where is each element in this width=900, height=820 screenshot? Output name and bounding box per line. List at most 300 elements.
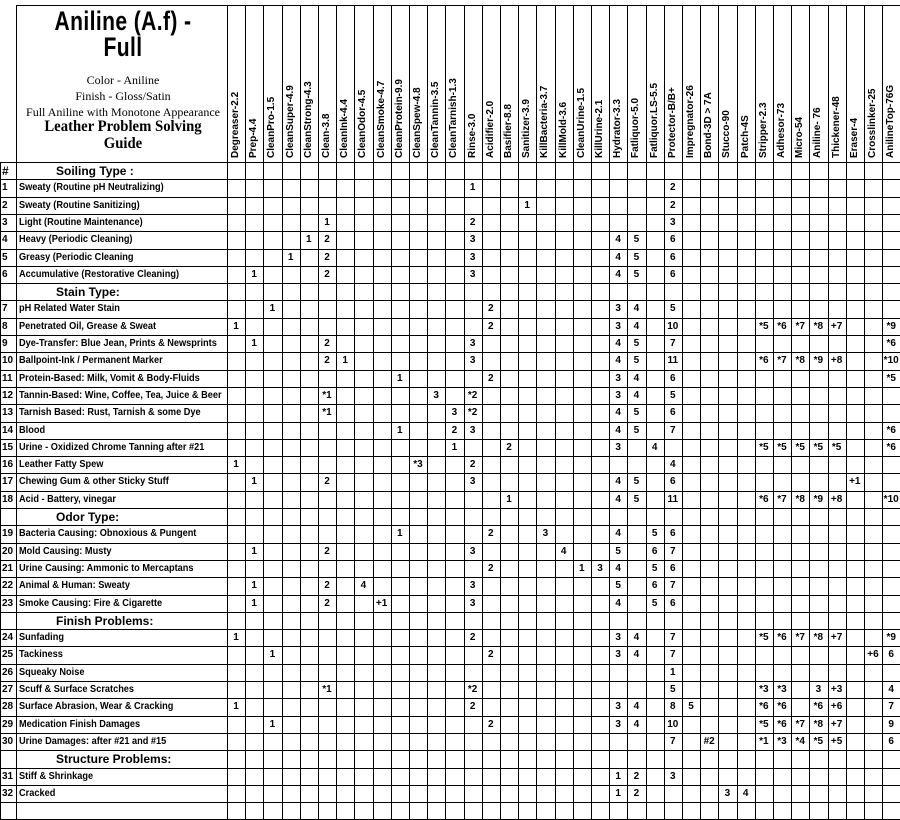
cell-value: +1 [849, 476, 861, 488]
row-divider [0, 231, 900, 232]
cell-value: 4 [560, 545, 567, 557]
cell-value: 2 [324, 234, 330, 246]
row-label: Tarnish Based: Rust, Tarnish & some Dye [19, 407, 201, 419]
cell-value: +7 [830, 632, 843, 644]
row-label: Animal & Human: Sweaty [19, 580, 130, 592]
row-number: 4 [2, 234, 8, 246]
cell-value: 2 [469, 459, 476, 471]
cell-value: *9 [813, 355, 824, 367]
cell-value: 4 [633, 701, 640, 713]
cell-value: *10 [883, 493, 899, 505]
row-divider [0, 404, 900, 405]
row-label: Medication Finish Damages [19, 718, 141, 730]
cell-value: 3 [615, 320, 621, 332]
cell-value: 10 [667, 718, 679, 730]
column-header-killbacteria-3-7: KillBacteria-3.7 [539, 85, 551, 158]
cell-value: *5 [886, 372, 896, 384]
cell-value: 1 [233, 320, 239, 332]
row-label: Sunfading [19, 632, 64, 644]
column-header-clean-3-8: Clean-3.8 [321, 113, 332, 158]
cell-value: 2 [451, 424, 458, 436]
cell-value: *8 [813, 320, 824, 332]
cell-value: +8 [830, 493, 843, 505]
cell-value: *5 [777, 441, 787, 453]
row-divider [0, 214, 900, 215]
cell-value: 6 [670, 476, 676, 488]
cell-value: 4 [615, 476, 621, 488]
row-divider [0, 802, 900, 803]
appearance-label: Full Aniline with Monotone Appearance [26, 105, 220, 119]
cell-value: 4 [633, 320, 640, 332]
cell-value: 5 [633, 476, 640, 488]
cell-value: *6 [886, 441, 896, 453]
cell-value: 4 [670, 459, 676, 471]
row-divider [0, 577, 900, 578]
column-header-killmold-3-6: KillMold-3.6 [557, 101, 569, 158]
cell-value: *6 [777, 320, 787, 332]
cell-value: 7 [670, 338, 676, 349]
column-header-prep-4-4: Prep-4.4 [248, 118, 260, 158]
cell-value: 3 [615, 718, 621, 730]
row-label: Squeaky Noise [19, 666, 85, 678]
cell-value: 5 [633, 424, 640, 436]
cell-value: 4 [615, 251, 621, 263]
row-number: 15 [2, 441, 14, 453]
row-divider [0, 750, 900, 751]
cell-value: 3 [451, 407, 458, 419]
cell-value: 2 [324, 476, 330, 488]
cell-value: 4 [615, 562, 621, 574]
cell-value: 2 [469, 216, 476, 228]
column-header-cleanprotein-9-9: CleanProtein-9.9 [393, 79, 405, 158]
section-heading: Soiling Type : [56, 164, 134, 178]
row-divider [0, 300, 900, 301]
row-number: 22 [2, 580, 14, 592]
header-left-divider [16, 5, 17, 162]
column-header-fatliquor-ls-5-5: Fatliquor.LS-5.5 [648, 82, 660, 158]
cell-value: 3 [469, 251, 476, 263]
page-title [41, 8, 205, 60]
column-header-adhesor-73: Adhesor-73 [776, 102, 787, 158]
cell-value: 9 [888, 718, 894, 730]
cell-value: 4 [651, 441, 658, 453]
cell-value: *6 [759, 355, 769, 367]
cell-value: 1 [451, 441, 458, 453]
cell-value: *1 [322, 407, 332, 419]
cell-value: *7 [777, 355, 787, 367]
row-divider [0, 370, 900, 371]
row-number: 27 [2, 684, 14, 695]
cell-value: *7 [777, 493, 787, 505]
header-top-border [16, 5, 900, 6]
row-label: Tackiness [19, 649, 63, 661]
row-divider [0, 439, 900, 440]
cell-value: *7 [795, 320, 805, 332]
cell-value: 8 [670, 701, 676, 713]
cell-value: 6 [888, 649, 894, 661]
cell-value: 2 [488, 562, 494, 574]
cell-value: 5 [633, 493, 640, 505]
column-header-patch-4s: Patch-4S [739, 115, 751, 158]
cell-value: 3 [469, 268, 476, 280]
row-divider [0, 266, 900, 267]
cell-value: 2 [324, 338, 330, 349]
cell-value: 2 [469, 632, 476, 644]
cell-value: 7 [670, 580, 676, 592]
cell-value: 3 [615, 303, 621, 315]
cell-value: *4 [795, 735, 805, 747]
cell-value: *3 [777, 735, 787, 747]
cell-value: 1 [251, 476, 257, 488]
row-divider [0, 197, 900, 198]
cell-value: 1 [251, 580, 257, 592]
row-number: 6 [2, 268, 8, 280]
row-label: Bacteria Causing: Obnoxious & Pungent [19, 528, 197, 540]
column-header-basifier-8-8: Basifier-8.8 [503, 104, 514, 158]
row-number: 13 [2, 407, 14, 419]
cell-value: *1 [322, 389, 332, 401]
cell-value: 4 [615, 407, 621, 419]
cell-value: 3 [615, 389, 621, 401]
cell-value: *6 [759, 701, 769, 713]
cell-value: *1 [322, 684, 332, 695]
cell-value: 2 [488, 320, 494, 332]
cell-value: *6 [777, 632, 787, 644]
cell-value: 3 [542, 528, 549, 540]
cell-value: 3 [670, 770, 676, 782]
row-label: Acid - Battery, vinegar [19, 493, 116, 505]
row-divider [0, 249, 900, 250]
row-label: Cracked [19, 787, 56, 799]
row-label: Penetrated Oil, Grease & Sweat [19, 320, 157, 332]
column-header-acidifier-2-0: Acidifier-2.0 [484, 100, 496, 158]
cell-value: 1 [251, 268, 257, 280]
cell-value: 3 [469, 424, 476, 436]
column-header-cleanpro-1-5: CleanPro-1.5 [266, 96, 278, 158]
cell-value: 10 [667, 320, 679, 332]
column-header-sanitizer-3-9: Sanitizer-3.9 [521, 99, 533, 158]
row-label: pH Related Water Stain [19, 303, 120, 315]
row-divider [0, 560, 900, 561]
cell-value: 4 [615, 597, 621, 609]
cell-value: *5 [795, 441, 805, 453]
cell-value: 4 [742, 787, 749, 799]
row-label: Stiff & Shrinkage [19, 770, 94, 782]
column-header-thickener-48: Thickener-48 [830, 96, 842, 158]
row-number: 23 [2, 597, 14, 609]
row-label: Heavy (Periodic Cleaning) [19, 234, 133, 246]
column-header-fatliquor-5-0: Fatliquor-5.0 [630, 97, 642, 158]
title-line-2: Full [103, 32, 143, 62]
cell-value: 6 [888, 735, 894, 747]
cell-value: 3 [615, 632, 621, 644]
cell-value: 1 [287, 251, 294, 263]
cell-value: 5 [633, 407, 640, 419]
cell-value: 5 [633, 338, 640, 349]
cell-value: 2 [633, 787, 640, 799]
cell-value: *1 [759, 735, 769, 747]
column-header-degreaser-2-2: Degreaser-2.2 [230, 91, 241, 158]
cell-value: 4 [633, 303, 640, 315]
cell-value: *2 [467, 407, 478, 419]
row-divider [0, 733, 900, 734]
guide-title-2: Guide [103, 135, 143, 152]
cell-value: 4 [633, 632, 640, 644]
cell-value: *8 [813, 632, 824, 644]
cell-value: 3 [469, 545, 476, 557]
cell-value: 4 [888, 684, 894, 695]
cell-value: *9 [886, 320, 896, 332]
cell-value: *6 [886, 424, 896, 436]
row-number: 16 [2, 459, 14, 471]
cell-value: 5 [670, 303, 676, 315]
row-label: Dye-Transfer: Blue Jean, Prints & Newsprints [19, 338, 217, 349]
cell-value: 7 [670, 545, 676, 557]
row-divider [0, 335, 900, 336]
section-heading: Structure Problems: [56, 752, 172, 767]
cell-value: +7 [830, 320, 843, 332]
column-header-bond-3d-7a: Bond-3D > 7A [703, 92, 715, 158]
cell-value: 4 [615, 493, 621, 505]
row-number: 30 [2, 735, 14, 747]
row-divider [0, 352, 900, 353]
cell-value: 3 [469, 338, 476, 349]
row-number: 17 [2, 476, 14, 488]
column-header-cleanurine-1-5: CleanUrine-1.5 [575, 87, 587, 158]
row-label: Scuff & Surface Scratches [19, 684, 135, 695]
cell-value: 3 [615, 649, 621, 661]
cell-value: *9 [813, 493, 824, 505]
row-number: 21 [2, 562, 14, 574]
cell-value: 3 [433, 389, 439, 401]
cell-value: 1 [269, 303, 276, 315]
cell-value: *7 [795, 632, 805, 644]
row-divider [0, 162, 900, 163]
cell-value: 7 [888, 701, 894, 713]
cell-value: 1 [251, 338, 257, 349]
column-header-impregnator-26: Impregnator-26 [685, 85, 696, 158]
cell-value: 2 [488, 528, 494, 540]
row-number: 2 [2, 199, 8, 211]
cell-value: 4 [633, 389, 640, 401]
cell-value: 4 [615, 424, 621, 436]
cell-value: *2 [467, 684, 478, 695]
row-number: 7 [2, 303, 8, 315]
cell-value: 1 [469, 182, 476, 194]
cell-value: 4 [633, 718, 640, 730]
finish-label: Finish - Gloss/Satin [75, 89, 171, 103]
row-divider [0, 179, 900, 180]
cell-value: +7 [830, 718, 843, 730]
cell-value: 2 [324, 251, 330, 263]
guide-title-1: Leather Problem Solving [44, 118, 202, 135]
cell-value: 6 [670, 268, 676, 280]
column-header-micro-54: Micro-54 [794, 116, 806, 158]
cell-value: 4 [615, 268, 621, 280]
row-number: 25 [2, 649, 14, 661]
number-header: # [2, 164, 9, 178]
column-header-killurine-2-1: KillUrine-2.1 [594, 99, 605, 158]
cell-value: 1 [397, 528, 403, 540]
cell-value: 2 [488, 303, 494, 315]
row-number: 20 [2, 545, 14, 557]
cell-value: 1 [251, 545, 257, 557]
cell-value: 1 [269, 649, 276, 661]
row-divider [0, 595, 900, 596]
cell-value: 2 [324, 355, 330, 367]
cell-value: +5 [830, 735, 843, 747]
cell-value: 1 [397, 372, 403, 384]
cell-value: 2 [324, 580, 330, 592]
cell-value: +3 [830, 684, 843, 695]
row-divider [0, 525, 900, 526]
cell-value: *2 [467, 389, 478, 401]
row-divider [0, 508, 900, 509]
column-header-crosslinker-25: Crosslinker-25 [867, 88, 878, 158]
row-number: 28 [2, 701, 14, 713]
row-label: Surface Abrasion, Wear & Cracking [19, 701, 174, 713]
row-label: Leather Fatty Spew [19, 459, 104, 471]
cell-value: 2 [488, 372, 494, 384]
cell-value: 6 [670, 407, 676, 419]
row-number: 18 [2, 493, 14, 505]
cell-value: 3 [815, 684, 822, 695]
row-label: Greasy (Periodic Cleaning [19, 251, 134, 263]
column-header-cleanodor-4-5: CleanOdor-4.5 [357, 89, 369, 158]
row-divider [0, 387, 900, 388]
cell-value: 1 [579, 562, 585, 574]
row-divider [0, 698, 900, 699]
row-divider [0, 716, 900, 717]
row-number: 14 [2, 424, 14, 436]
row-number: 24 [2, 632, 14, 644]
cell-value: 5 [633, 355, 640, 367]
cell-value: *9 [886, 632, 896, 644]
row-number: 26 [2, 666, 14, 678]
column-header-cleansmoke-4-7: CleanSmoke-4.7 [375, 80, 387, 158]
row-number: 5 [2, 251, 8, 263]
row-label: Chewing Gum & other Sticky Stuff [19, 476, 169, 488]
row-number: 29 [2, 718, 14, 730]
cell-value: *6 [886, 338, 896, 349]
cell-value: *3 [413, 459, 423, 471]
row-label: Tannin-Based: Wine, Coffee, Tea, Juice & Beer [19, 389, 222, 401]
cell-value: *6 [777, 701, 787, 713]
column-header-protector-b-b-: Protector-B/B+ [666, 87, 678, 158]
column-header-cleanink-4-4: CleanInk-4.4 [339, 99, 351, 158]
cell-value: 3 [469, 580, 476, 592]
cell-value: 6 [670, 372, 676, 384]
column-header-aniline-76: Aniline- 76 [812, 107, 824, 158]
cell-value: 6 [670, 597, 676, 609]
cell-value: 7 [670, 649, 676, 661]
cell-value: 6 [651, 545, 658, 557]
row-divider [0, 681, 900, 682]
row-number: 31 [2, 770, 14, 782]
cell-value: 6 [651, 580, 658, 592]
cell-value: 3 [615, 372, 621, 384]
row-divider [0, 785, 900, 786]
cell-value: *5 [813, 735, 824, 747]
row-label: Sweaty (Routine Sanitizing) [19, 199, 140, 211]
column-header-rinse-3-0: Rinse-3.0 [466, 113, 478, 158]
row-divider [0, 318, 900, 319]
cell-value: 5 [688, 701, 694, 713]
column-header-stripper-2-3: Stripper-2.3 [757, 102, 769, 158]
cell-value: 2 [670, 182, 676, 194]
column-header-cleanstrong-4-3: CleanStrong-4.3 [302, 81, 314, 158]
row-divider [0, 283, 900, 284]
row-divider [0, 422, 900, 423]
cell-value: *6 [813, 701, 824, 713]
row-divider [0, 629, 900, 630]
cell-value: *10 [883, 355, 899, 367]
cell-value: 6 [670, 562, 676, 574]
row-number: 1 [2, 182, 8, 194]
column-header-stucco-90: Stucco-90 [721, 110, 733, 158]
row-divider [0, 768, 900, 769]
row-divider [0, 664, 900, 665]
cell-value: *7 [795, 718, 805, 730]
row-divider [0, 612, 900, 613]
cell-value: 6 [670, 251, 676, 263]
cell-value: 1 [615, 770, 621, 782]
row-label: Blood [19, 424, 46, 436]
cell-value: 2 [633, 770, 640, 782]
cell-value: 1 [324, 216, 330, 228]
cell-value: 1 [615, 787, 621, 799]
cell-value: *6 [759, 493, 769, 505]
cell-value: *5 [813, 441, 824, 453]
cell-value: 2 [324, 268, 330, 280]
cell-value: 3 [670, 216, 676, 228]
cell-value: 4 [615, 338, 621, 349]
column-header-cleantarnish-1-3: CleanTarnish-1.3 [448, 78, 460, 158]
cell-value: 2 [469, 701, 476, 713]
cell-value: 1 [251, 597, 257, 609]
cell-value: +6 [830, 701, 843, 713]
cell-value: 1 [233, 701, 239, 713]
cell-value: *5 [759, 632, 769, 644]
cell-value: 1 [306, 234, 312, 246]
cell-value: 5 [615, 580, 621, 592]
cell-value: 4 [615, 355, 621, 367]
cell-value: 4 [615, 234, 621, 246]
cell-value: 3 [597, 562, 603, 574]
row-label: Accumulative (Restorative Cleaning) [19, 268, 180, 280]
cell-value: 5 [670, 684, 676, 695]
row-number: 10 [2, 355, 14, 367]
cell-value: 5 [633, 268, 640, 280]
cell-value: 3 [615, 441, 621, 453]
cell-value: 3 [469, 234, 476, 246]
cell-value: 4 [360, 580, 367, 592]
section-heading: Odor Type: [56, 510, 120, 524]
cell-value: 5 [651, 528, 658, 540]
section-heading: Finish Problems: [56, 613, 154, 628]
cell-value: 4 [633, 372, 640, 384]
cell-value: +1 [375, 597, 388, 609]
cell-value: 5 [670, 389, 676, 401]
cell-value: 1 [670, 666, 676, 678]
row-divider [0, 456, 900, 457]
column-header-anilinetop-76g: AnilineTop-76G [885, 84, 897, 158]
cell-value: 5 [651, 597, 658, 609]
row-number: 11 [2, 372, 13, 384]
row-number: 12 [2, 389, 14, 401]
cell-value: 3 [724, 787, 731, 799]
cell-value: 1 [524, 199, 530, 211]
